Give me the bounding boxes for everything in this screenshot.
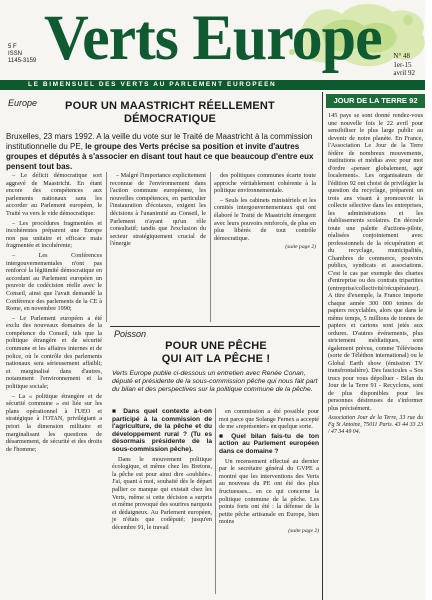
tagline-band: [0, 80, 425, 90]
article2-col1: [112, 408, 212, 596]
article2-paragraph: Un recensement effectué au dernier par le secrétaire général du GVPE a montré que les interventions des Verts au nouveau du PE ont été des plus fructueuses... en ce qui concerne la politique commune de la pêche. Les points forts ont été : la défense de la petite pêche artisanale en Europe, bien moins: [219, 457, 319, 526]
section-label-poisson: Poisson: [114, 329, 147, 339]
article2-continued-label: (suite page 2): [288, 527, 319, 534]
article1-headline: [20, 100, 320, 126]
masthead-title: Verts Europe: [44, 2, 382, 74]
issn-number: 1145-3159: [8, 58, 37, 64]
article1-paragraph: – Seuls les cabinets ministériels et les comités intergouvernementaux qui ont élaboré le Traité de Maastricht émergent avec leurs pouvoirs renforcés, de plus en plus libérés de tout contrôle démocratique.: [214, 196, 316, 242]
article2-headline: [112, 340, 320, 366]
article2-headline-line2: QUI AIT LA PÊCHE !: [161, 353, 271, 365]
article1-headline-line2: DÉMOCRATIQUE: [123, 113, 217, 125]
column-divider: [215, 408, 216, 594]
article2-headline-line1: POUR UNE PÊCHE: [165, 340, 267, 352]
price-block: [8, 44, 36, 65]
article1-paragraph: – Le Parlement européen a été exclu des nouveaux domaines de la compétence du Conseil, tels que la politique étrangère et de sécurité commune et les affaires internes et de police, où le contrôle des parlements nationaux sera sérieusement affaibli; et marginalisé dans d'autres, notamment l'environnement et la politique sociale;: [6, 314, 102, 391]
sidebar-address: Association Jour de la Terre, 33 rue du Fg St Antoine, 75011 Paris. 43 44 33 23 / 47 34 49 04.: [328, 415, 423, 435]
sidebar-body: [328, 112, 423, 596]
article1-col3: [214, 172, 316, 322]
article1-col2: [110, 172, 206, 322]
article1-lead-text: Bruxelles, 23 mars 1992. A la veille du vote sur le Traité de Maastricht à la commission institutionnelle du PE,: [6, 132, 313, 151]
article1-paragraph: – Les procédures fragmentées et incohérentes préparent une Europe non pas unitaire et efficace mais fragmentée et incohérente;: [6, 219, 102, 250]
main-column: [0, 92, 323, 600]
article1-headline-line1: POUR UN MAASTRICHT RÉELLEMENT: [65, 100, 275, 112]
article1-paragraph: des politiques communes écarte toute approche véritablement cohérente à la politique environnementale.: [214, 172, 316, 195]
sidebar-heading: JOUR DE LA TERRE 92: [326, 94, 425, 108]
article2-paragraph: en commission a été possible pour moi parce que Solange Fernex a accepté de me «représenter» en quelque sorte.: [219, 408, 319, 431]
article1-paragraph: – La « politique étrangère et de sécurité commune » est liée sur les plans opérationnel à l'UEO et stratégique à l'OTAN, privilégiant a priori la dimension militaire et marginalisant les questions de désarmement, de sécurité et des droits de l'homme;: [6, 392, 102, 453]
article1-lead: [6, 132, 318, 172]
article1-col1: [6, 172, 102, 453]
article1-lead-bold: le groupe des Verts précise sa position et invite d'autres groupes et députés à s'associer en disant tout haut ce que beaucoup d'entre eux pensent tout bas.: [6, 142, 314, 171]
section-label-europe: Europe: [8, 98, 38, 108]
price: 5 F: [8, 44, 17, 50]
issue-dates: 1er-15: [393, 60, 412, 69]
article1-continued-label: (suite page 2): [285, 244, 316, 251]
article2-col2: [219, 408, 319, 596]
article1-paragraph: – Malgré l'importance explicitement reconnue de l'environnement dans l'action commune européenne, les nouvelles compétences, en particulier l'instauration d'écotaxes, exigent les décisions à l'unanimité au Conseil, le Parlement n'ayant qu'un rôle consultatif; tandis que l'exclusion du secteur stratégiquement crucial de l'énergie: [110, 172, 206, 248]
issue-number: N° 48: [393, 52, 411, 60]
column-divider: [106, 172, 107, 322]
issue-info: [393, 52, 415, 78]
article2-lead: Verts Europe publie ci-dessous un entretien avec Renée Conan, député et présidente de la sous-commission pêche qui nous fait part du bilan et des perspectives sur la politique commune de la pêche.: [112, 370, 318, 393]
article-separator: [110, 326, 320, 327]
article1-paragraph: – Les Conférences intergouvernementales n'ont pas renforcé la légitimité démocratique en accordant au Parlement européen un pouvoir de codécision réelle avec le Conseil, ainsi que l'avait demandé la Conférence des parlements de la CE à Rome, en novembre 1990;: [6, 251, 102, 313]
article2-question: ■ Dans quel contexte a-t-on participé à la commission de l'agriculture, de la pêche et du développement rural ? (Tu es désormais présidente de la sous-commission pêche).: [112, 408, 212, 453]
issue-month: avril 92: [393, 69, 415, 77]
article1-paragraph: – Le déficit démocratique sort aggravé de Maastricht. En étant encore des compétences aux parlements nationaux sans les accorder au Parlement européen, le Traité va vers le vide démocratique:: [6, 172, 102, 217]
sidebar-paragraph: 145 pays se sont donné rendez-vous une nouvelle fois le 22 avril pour sensibiliser le plus large public au devenir de notre planète. En France, l'Association Le Jour de la Terre fédère de nombreux mouvements, institutions et médias avec pour mot d'ordre «penser globalement, agir localement». Les organisateurs de l'édition 92 ont choisi de privilégier la question du recyclage, préparent un trois ans visant à promouvoir la collecte sélective dans les entreprises, les administrations et les établissements scolaires. En découle toute une palette d'actions-pilote, réalisées conjointement avec professionnels de la récupération et du recyclage, municipalités, Chambres de commerce, pouvoirs publics, syndicats et associations. C'est le cas par exemple des chartes d'entreprise ou des contrats tripartites (entreprise/collectivité/récupérateur). A titre d'exemple, la France importe chaque année 300 000 tonnes de papiers recyclables, alors que dans le même temps, 5 millions de tonnes de papiers et cartons sont jetés aux ordures. D'autres événements, plus strictement médiatiques, sont également prévus, comme Télévisons (sorte de Téléthon international) ou le Global Earth show (émission TV transfrontalière). Des fascicules « Sos trucs pour vous dépolluer - Bilan du Jour de la Terre 91 - Recyclons, sont de plus disponibles pour les personnes désireuses de s'informer plus précisément.: [328, 112, 423, 412]
sidebar-column: [324, 92, 425, 600]
article2-question: ■ Quel bilan fais-tu de ton action au Parlement européen dans ce domaine ?: [219, 432, 319, 455]
column-divider: [210, 172, 211, 322]
issn-label: ISSN: [8, 51, 23, 57]
masthead: [0, 0, 425, 92]
tagline: LE BIMENSUEL DES VERTS AU PARLEMENT EUROPEEN: [28, 81, 277, 88]
article2-paragraph: Dans le mouvement politique écologique, et même chez les Bretons, la pêche est pour ainsi dire «oubliée». J'ai, quant à moi, souhaité dès le départ pallier ce manque qui existait chez les Verts, même si cette décision a surpris et même provoqué des sourires narquois et dédaigneux. Au Parlement européen, je n'étais que codéputé; jusqu'en décembre 91, le travail: [112, 455, 212, 531]
